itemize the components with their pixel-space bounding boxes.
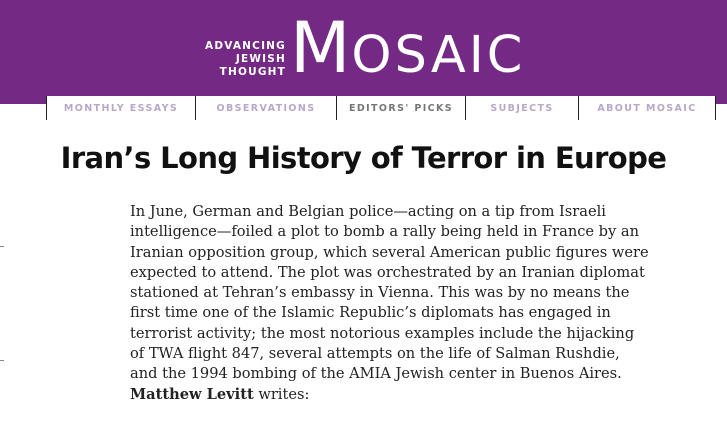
- left-edge-tick: [0, 360, 4, 361]
- site-header: [0, 0, 727, 104]
- article-body-text: In June, German and Belgian police—acting on a tip from Israeli intelligence—foiled a plot to bomb a rally being held in France by an Iranian opposition group, which several American public figures were expected to attend. The plot was orchestrated by an Iranian diplomat stationed at Tehran’s embassy in Vienna. This was by no means the first time one of the Islamic Republic’s diplomats has engaged in terrorist activity; the most notorious examples include the hijacking of TWA flight 847, several attempts on the life of Salman Rushdie, and the 1994 bombing of the AMIA Jewish center in Buenos Aires.: [130, 203, 649, 383]
- nav-editors-picks[interactable]: EDITORS' PICKS: [336, 96, 466, 120]
- nav-observations[interactable]: OBSERVATIONS: [195, 96, 337, 120]
- tagline: [198, 40, 286, 79]
- main-nav: [46, 96, 715, 120]
- nav-about-mosaic[interactable]: ABOUT MOSAIC: [578, 96, 716, 120]
- author-link[interactable]: Matthew Levitt: [130, 385, 254, 403]
- left-edge-tick: [0, 246, 4, 247]
- tagline-line-3: THOUGHT: [219, 66, 286, 78]
- article-title: Iran’s Long History of Terror in Europe: [60, 141, 667, 175]
- logo-rest: OSAIC: [351, 26, 526, 85]
- tagline-line-1: ADVANCING: [205, 40, 286, 52]
- article-body: [130, 202, 650, 405]
- logo-initial: M: [290, 7, 352, 89]
- nav-subjects[interactable]: SUBJECTS: [465, 96, 579, 120]
- tagline-line-2: JEWISH: [235, 53, 286, 65]
- mosaic-logo[interactable]: [290, 8, 525, 96]
- author-suffix: writes:: [253, 385, 310, 403]
- nav-monthly-essays[interactable]: MONTHLY ESSAYS: [46, 96, 196, 120]
